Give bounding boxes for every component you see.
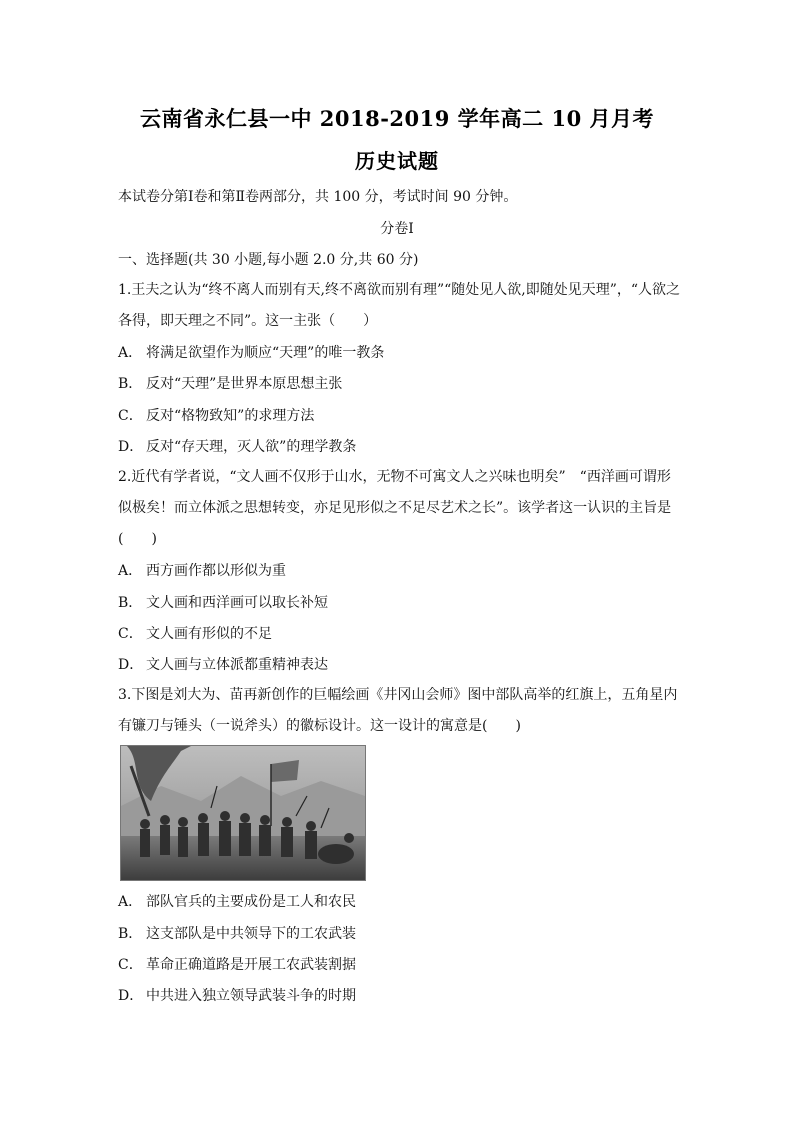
question-2-option-d: D． 文人画与立体派都重精神表达 (118, 657, 328, 673)
exam-intro: 本试卷分第Ⅰ卷和第Ⅱ卷两部分，共 100 分，考试时间 90 分钟。 (118, 189, 518, 205)
question-1-option-c: C． 反对“格物致知”的求理方法 (118, 408, 315, 424)
question-3-option-a: A． 部队官兵的主要成份是工人和农民 (118, 894, 356, 910)
question-3-option-b: B． 这支部队是中共领导下的工农武装 (118, 926, 356, 942)
painting-image (121, 746, 365, 880)
question-3-option-d: D． 中共进入独立领导武装斗争的时期 (118, 988, 356, 1004)
question-1-option-d: D． 反对“存天理，灭人欲”的理学教条 (118, 439, 357, 455)
question-1-option-b: B． 反对“天理”是世界本原思想主张 (118, 376, 343, 392)
section-label: 分卷Ⅰ (380, 221, 414, 237)
question-2-option-b: B． 文人画和西洋画可以取长补短 (118, 595, 328, 611)
painting-illustration (120, 745, 366, 881)
question-1-stem: 1.王夫之认为“终不离人而别有天,终不离欲而别有理”“随处见人欲,即随处见天理”，“人欲之各得，即天理之不同”。这一主张（ ） (118, 282, 681, 329)
exam-subject-title: 历史试题 (355, 149, 439, 173)
question-2-stem: 2.近代有学者说，“文人画不仅形于山水，无物不可寓文人之兴味也明矣” “西洋画可谓形似极矣！而立体派之思想转变，亦足见形似之不足尽艺术之长”。该学者这一认识的主旨是( ) (118, 469, 672, 547)
question-2-option-a: A． 西方画作都以形似为重 (118, 563, 286, 579)
question-3-stem: 3.下图是刘大为、苗再新创作的巨幅绘画《井冈山会师》图中部队高举的红旗上，五角星内有镰刀与锤头（一说斧头）的徽标设计。这一设计的寓意是( ) (118, 687, 678, 734)
question-2-option-c: C． 文人画有形似的不足 (118, 626, 272, 642)
question-1-option-a: A． 将满足欲望作为顺应“天理”的唯一教条 (118, 345, 385, 361)
question-3-option-c: C． 革命正确道路是开展工农武装割据 (118, 957, 356, 973)
exam-title: 云南省永仁县一中 2018-2019 学年高二 10 月月考 (139, 106, 655, 131)
part-heading: 一、选择题(共 30 小题,每小题 2.0 分,共 60 分) (118, 252, 419, 268)
